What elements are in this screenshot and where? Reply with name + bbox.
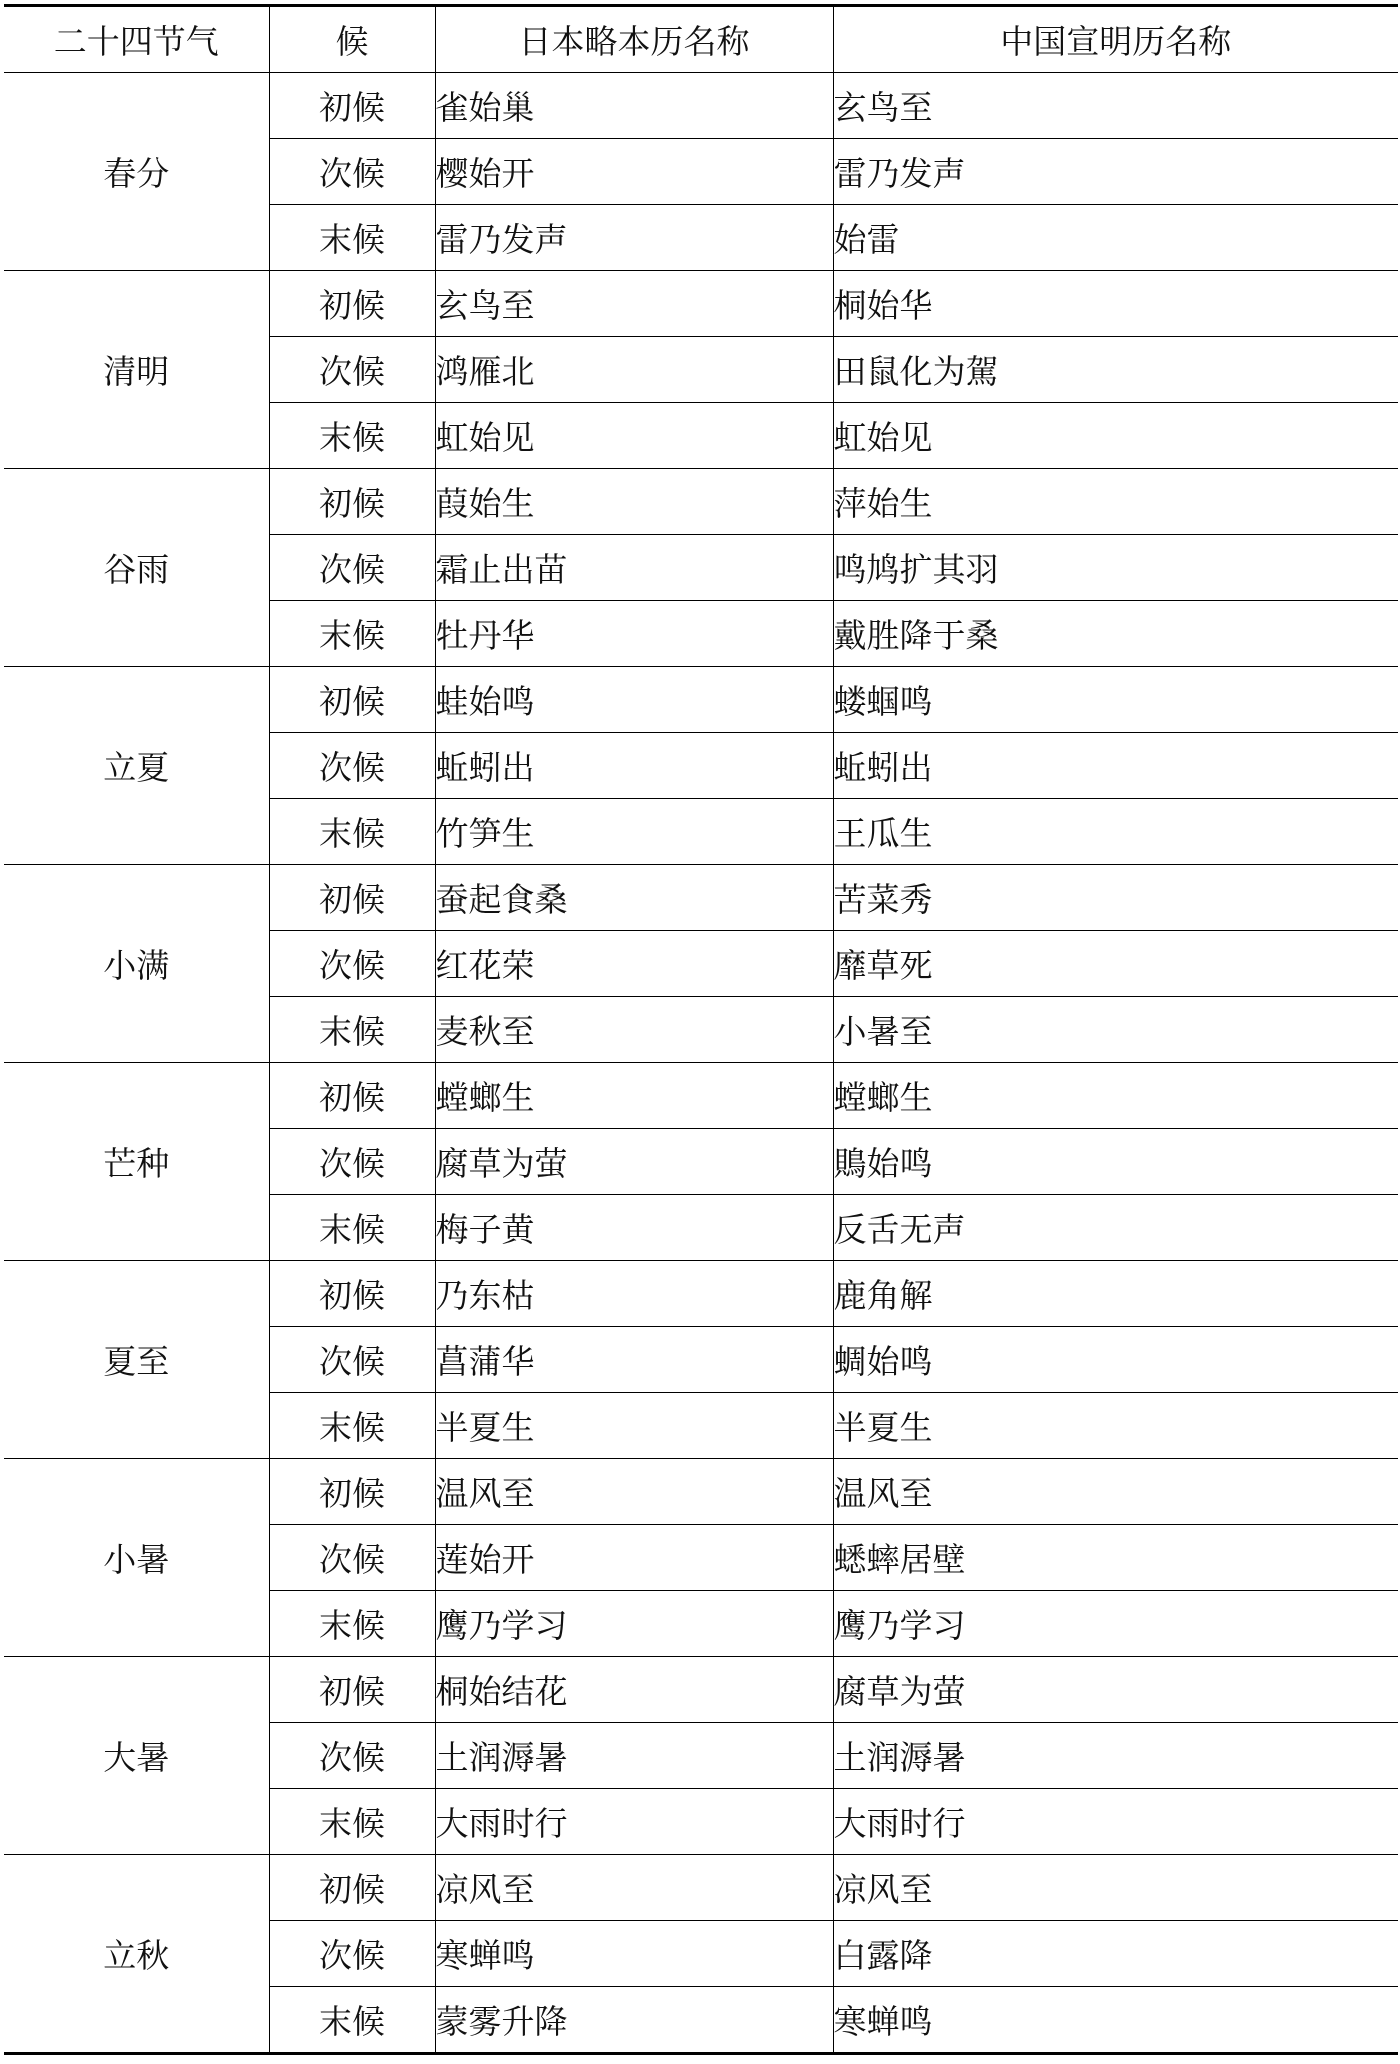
chinese-name-cell: 温风至 [833,1459,1398,1525]
chinese-name-cell: 半夏生 [833,1393,1398,1459]
japanese-name-cell: 凉风至 [435,1855,833,1921]
table-header [4,6,1398,73]
japanese-name-cell: 霜止出苗 [435,535,833,601]
chinese-name-cell: 蜩始鸣 [833,1327,1398,1393]
header-row [4,6,1398,73]
chinese-name-cell: 桐始华 [833,271,1398,337]
chinese-name-cell: 凉风至 [833,1855,1398,1921]
chinese-name-cell: 雷乃发声 [833,139,1398,205]
chinese-name-cell: 戴胜降于桑 [833,601,1398,667]
japanese-name-cell: 大雨时行 [435,1789,833,1855]
chinese-name-cell: 腐草为萤 [833,1657,1398,1723]
solar-term-cell: 夏至 [4,1261,269,1459]
chinese-name-cell: 寒蝉鸣 [833,1987,1398,2054]
chinese-name-cell: 蚯蚓出 [833,733,1398,799]
kou-cell: 次候 [269,1525,435,1591]
solar-term-cell: 大暑 [4,1657,269,1855]
japanese-name-cell: 麦秋至 [435,997,833,1063]
kou-cell: 次候 [269,337,435,403]
chinese-name-cell: 玄鸟至 [833,73,1398,139]
header-chinese-name: 中国宣明历名称 [833,6,1398,73]
japanese-name-cell: 雷乃发声 [435,205,833,271]
kou-cell: 末候 [269,601,435,667]
japanese-name-cell: 乃东枯 [435,1261,833,1327]
chinese-name-cell: 鸣鸠扩其羽 [833,535,1398,601]
kou-cell: 次候 [269,139,435,205]
chinese-name-cell: 田鼠化为駕 [833,337,1398,403]
solar-term-cell: 清明 [4,271,269,469]
table-body [4,73,1398,2054]
kou-cell: 初候 [269,1855,435,1921]
chinese-name-cell: 苦菜秀 [833,865,1398,931]
chinese-name-cell: 小暑至 [833,997,1398,1063]
japanese-name-cell: 竹笋生 [435,799,833,865]
table-row [4,1459,1398,1525]
japanese-name-cell: 半夏生 [435,1393,833,1459]
chinese-name-cell: 萍始生 [833,469,1398,535]
chinese-name-cell: 土润溽暑 [833,1723,1398,1789]
japanese-name-cell: 鸿雁北 [435,337,833,403]
chinese-name-cell: 王瓜生 [833,799,1398,865]
japanese-name-cell: 螳螂生 [435,1063,833,1129]
chinese-name-cell: 反舌无声 [833,1195,1398,1261]
kou-cell: 初候 [269,1261,435,1327]
header-japanese-name: 日本略本历名称 [435,6,833,73]
kou-cell: 末候 [269,403,435,469]
japanese-name-cell: 莲始开 [435,1525,833,1591]
kou-cell: 初候 [269,469,435,535]
japanese-name-cell: 葭始生 [435,469,833,535]
japanese-name-cell: 寒蝉鸣 [435,1921,833,1987]
solar-term-cell: 立秋 [4,1855,269,2054]
japanese-name-cell: 牡丹华 [435,601,833,667]
kou-cell: 初候 [269,271,435,337]
kou-cell: 末候 [269,1591,435,1657]
japanese-name-cell: 樱始开 [435,139,833,205]
kou-cell: 初候 [269,865,435,931]
japanese-name-cell: 红花荣 [435,931,833,997]
japanese-name-cell: 蚯蚓出 [435,733,833,799]
solar-term-cell: 立夏 [4,667,269,865]
japanese-name-cell: 梅子黄 [435,1195,833,1261]
kou-cell: 末候 [269,1987,435,2054]
japanese-name-cell: 土润溽暑 [435,1723,833,1789]
chinese-name-cell: 蟋蟀居壁 [833,1525,1398,1591]
kou-cell: 初候 [269,1063,435,1129]
chinese-name-cell: 鵙始鸣 [833,1129,1398,1195]
japanese-name-cell: 桐始结花 [435,1657,833,1723]
solar-term-cell: 小暑 [4,1459,269,1657]
kou-cell: 末候 [269,205,435,271]
kou-cell: 次候 [269,931,435,997]
table-row [4,865,1398,931]
kou-cell: 初候 [269,1657,435,1723]
kou-cell: 次候 [269,1327,435,1393]
table-row [4,73,1398,139]
kou-cell: 末候 [269,997,435,1063]
solar-term-cell: 谷雨 [4,469,269,667]
japanese-name-cell: 温风至 [435,1459,833,1525]
chinese-name-cell: 螳螂生 [833,1063,1398,1129]
table-row [4,1657,1398,1723]
japanese-name-cell: 鹰乃学习 [435,1591,833,1657]
chinese-name-cell: 靡草死 [833,931,1398,997]
chinese-name-cell: 鹿角解 [833,1261,1398,1327]
solar-term-cell: 小满 [4,865,269,1063]
header-kou: 候 [269,6,435,73]
kou-cell: 次候 [269,1723,435,1789]
japanese-name-cell: 腐草为萤 [435,1129,833,1195]
table-row [4,667,1398,733]
kou-cell: 次候 [269,733,435,799]
japanese-name-cell: 蒙雾升降 [435,1987,833,2054]
table-row [4,271,1398,337]
table-row [4,469,1398,535]
table-row [4,1855,1398,1921]
chinese-name-cell: 始雷 [833,205,1398,271]
kou-cell: 初候 [269,73,435,139]
seasonal-kou-table [4,4,1398,2055]
kou-cell: 末候 [269,1789,435,1855]
header-solar-term: 二十四节气 [4,6,269,73]
chinese-name-cell: 白露降 [833,1921,1398,1987]
chinese-name-cell: 大雨时行 [833,1789,1398,1855]
kou-cell: 次候 [269,535,435,601]
chinese-name-cell: 蝼蝈鸣 [833,667,1398,733]
japanese-name-cell: 玄鸟至 [435,271,833,337]
solar-term-cell: 芒种 [4,1063,269,1261]
solar-term-cell: 春分 [4,73,269,271]
japanese-name-cell: 虹始见 [435,403,833,469]
kou-cell: 末候 [269,1195,435,1261]
kou-cell: 次候 [269,1921,435,1987]
chinese-name-cell: 虹始见 [833,403,1398,469]
kou-cell: 末候 [269,799,435,865]
japanese-name-cell: 蚕起食桑 [435,865,833,931]
chinese-name-cell: 鹰乃学习 [833,1591,1398,1657]
kou-cell: 初候 [269,1459,435,1525]
japanese-name-cell: 菖蒲华 [435,1327,833,1393]
table-row [4,1261,1398,1327]
japanese-name-cell: 蛙始鸣 [435,667,833,733]
kou-cell: 末候 [269,1393,435,1459]
table-row [4,1063,1398,1129]
kou-cell: 次候 [269,1129,435,1195]
kou-cell: 初候 [269,667,435,733]
japanese-name-cell: 雀始巢 [435,73,833,139]
